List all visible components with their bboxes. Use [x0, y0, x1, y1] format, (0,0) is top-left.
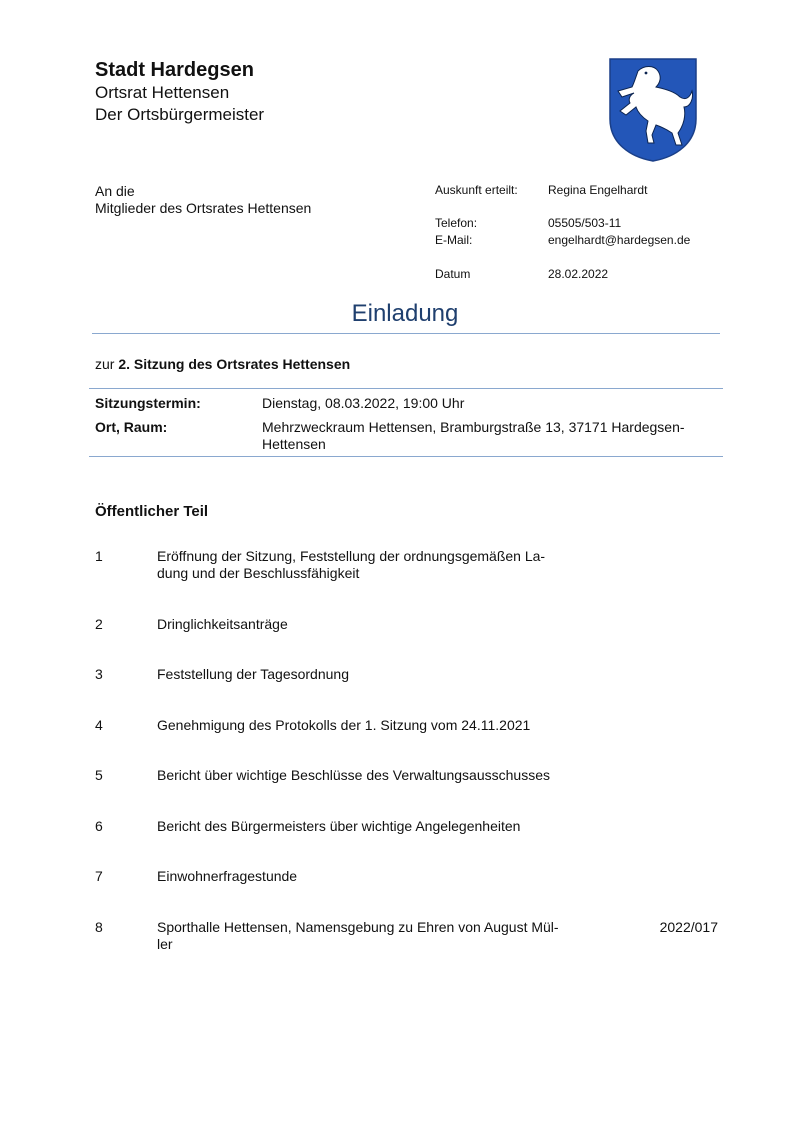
meeting-date-value: Dienstag, 08.03.2022, 19:00 Uhr — [262, 395, 465, 411]
meeting-place-value: Mehrzweckraum Hettensen, Bramburgstraße 13, 37171 Hardegsen-Hettensen — [262, 419, 685, 452]
document-title: Einladung — [351, 300, 459, 327]
phone-value: 05505/503-11 — [548, 216, 622, 230]
agenda-item-text: Sporthalle Hettensen, Namensgebung zu Ehren von August Mül- ler — [157, 919, 559, 952]
agenda-item-number: 8 — [95, 919, 103, 935]
recipient-line-1: An die — [95, 183, 135, 199]
agenda-item-text: Genehmigung des Protokolls der 1. Sitzung vom 24.11.2021 — [157, 717, 531, 733]
subtitle-meeting: 2. Sitzung des Ortsrates Hettensen — [118, 356, 351, 372]
agenda-item-number: 7 — [95, 868, 103, 884]
council-name: Ortsrat Hettensen — [95, 83, 230, 102]
sender-role: Der Ortsbürgermeister — [95, 105, 265, 124]
date-value: 28.02.2022 — [548, 267, 609, 281]
agenda-item-text: Einwohnerfragestunde — [157, 868, 298, 884]
agenda-item-text: Bericht des Bürgermeisters über wichtige Angelegenheiten — [157, 818, 521, 834]
agenda-item-text: Dringlichkeitsanträge — [157, 616, 288, 632]
organization-name: Stadt Hardegsen — [95, 59, 254, 81]
agenda-item-number: 2 — [95, 616, 103, 632]
agenda-item-number: 6 — [95, 818, 103, 834]
phone-label: Telefon: — [435, 216, 478, 230]
agenda-item-reference: 2022/017 — [659, 919, 718, 935]
agenda-item-number: 5 — [95, 767, 103, 783]
contact-label: Auskunft erteilt: — [435, 183, 518, 197]
meeting-subtitle — [95, 355, 350, 373]
email-label: E-Mail: — [435, 233, 473, 247]
agenda-item-number: 1 — [95, 548, 103, 564]
agenda-item-text: Bericht über wichtige Beschlüsse des Verwaltungsausschusses — [157, 767, 550, 783]
section-heading: Öffentlicher Teil — [95, 503, 209, 520]
agenda-item-text: Feststellung der Tagesordnung — [157, 666, 349, 682]
agenda-item-number: 4 — [95, 717, 103, 733]
recipient-line-2: Mitglieder des Ortsrates Hettensen — [95, 200, 312, 216]
meeting-place-label: Ort, Raum: — [95, 419, 168, 435]
title-rule — [92, 333, 720, 334]
meeting-date-label: Sitzungstermin: — [95, 395, 201, 411]
lower-saxony-horse-crest-icon — [608, 57, 698, 163]
agenda-item-number: 3 — [95, 666, 103, 682]
subtitle-prefix: zur — [95, 356, 115, 372]
meeting-rule-top — [89, 388, 723, 389]
email-value: engelhardt@hardegsen.de — [548, 233, 691, 247]
agenda-item-text: Eröffnung der Sitzung, Feststellung der ordnungsgemäßen La- dung und der Beschlussfähigkeit — [157, 548, 546, 581]
date-label: Datum — [435, 267, 471, 281]
meeting-rule-bottom — [89, 456, 723, 457]
contact-name: Regina Engelhardt — [548, 183, 648, 197]
